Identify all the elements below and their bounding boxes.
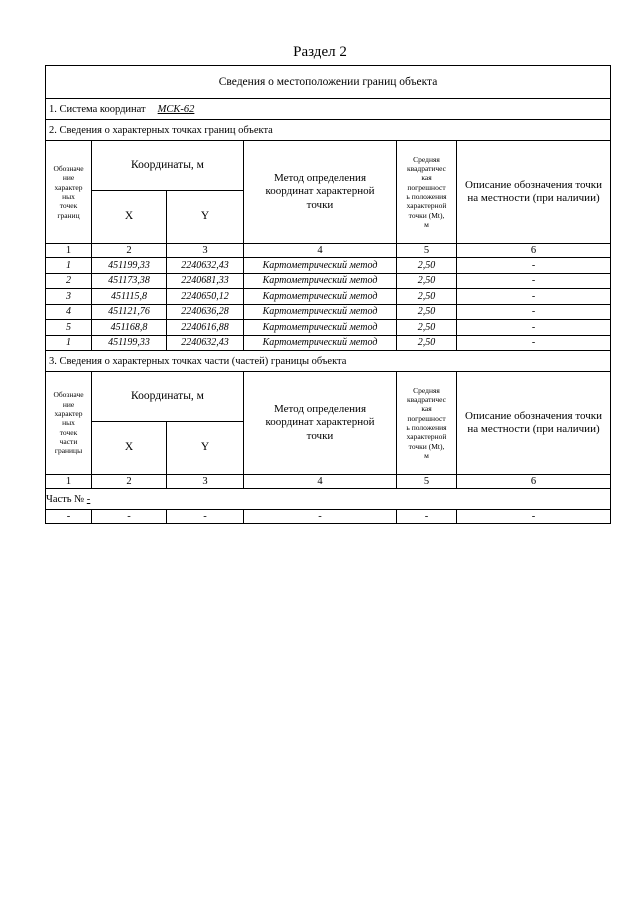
header2-y: Y xyxy=(167,422,244,475)
point-x: 451168,8 xyxy=(92,320,167,336)
section3-title: 3. Сведения о характерных точках части (частей) границы объекта xyxy=(46,351,611,372)
column-numbers-row-2 xyxy=(46,475,611,489)
col-number: 4 xyxy=(244,475,397,489)
empty-cell: - xyxy=(244,510,397,524)
point-method: Картометрический метод xyxy=(244,289,397,305)
col-number: 3 xyxy=(167,475,244,489)
empty-cell: - xyxy=(167,510,244,524)
point-mt: 2,50 xyxy=(397,304,457,320)
header2-error: Средняя квадратичес кая погрешност ь положения характерной точки (Mt), м xyxy=(397,372,457,475)
section-title: Раздел 2 xyxy=(293,44,347,60)
point-method: Картометрический метод xyxy=(244,258,397,274)
point-x: 451173,38 xyxy=(92,273,167,289)
coord-system-row xyxy=(46,99,611,120)
col-number: 4 xyxy=(244,244,397,258)
point-y: 2240650,12 xyxy=(167,289,244,305)
point-mt: 2,50 xyxy=(397,335,457,351)
col-number: 6 xyxy=(457,244,611,258)
empty-cell: - xyxy=(397,510,457,524)
point-method: Картометрический метод xyxy=(244,335,397,351)
header-error: Средняя квадратичес кая погрешност ь положения характерной точки (Mt), м xyxy=(397,141,457,244)
header2-x: X xyxy=(92,422,167,475)
empty-cell: - xyxy=(92,510,167,524)
point-method: Картометрический метод xyxy=(244,304,397,320)
point-y: 2240632,43 xyxy=(167,258,244,274)
col-number: 1 xyxy=(46,244,92,258)
point-desc: - xyxy=(457,320,611,336)
point-method: Картометрический метод xyxy=(244,273,397,289)
table-row xyxy=(46,289,611,305)
part-row xyxy=(46,489,611,510)
point-y: 2240616,88 xyxy=(167,320,244,336)
part-number: - xyxy=(86,493,91,505)
point-mt: 2,50 xyxy=(397,289,457,305)
point-number: 5 xyxy=(46,320,92,336)
point-mt: 2,50 xyxy=(397,258,457,274)
col-number: 2 xyxy=(92,475,167,489)
col-number: 5 xyxy=(397,244,457,258)
column-numbers-row xyxy=(46,244,611,258)
point-number: 3 xyxy=(46,289,92,305)
col-number: 3 xyxy=(167,244,244,258)
table-row xyxy=(46,320,611,336)
point-desc: - xyxy=(457,258,611,274)
header-method: Метод определения координат характерной точки xyxy=(244,141,397,244)
point-y: 2240681,33 xyxy=(167,273,244,289)
point-number: 1 xyxy=(46,335,92,351)
point-desc: - xyxy=(457,273,611,289)
header2-coords: Координаты, м xyxy=(92,372,244,422)
point-number: 4 xyxy=(46,304,92,320)
header2-method: Метод определения координат характерной точки xyxy=(244,372,397,475)
table-row xyxy=(46,304,611,320)
point-x: 451199,33 xyxy=(92,335,167,351)
point-number: 2 xyxy=(46,273,92,289)
point-desc: - xyxy=(457,289,611,305)
point-mt: 2,50 xyxy=(397,273,457,289)
part-label: Часть № xyxy=(46,493,85,505)
coord-system-value: МСК-62 xyxy=(157,103,195,115)
header2-designation: Обозначе ние характер ных точек части границы xyxy=(46,372,92,475)
empty-cell: - xyxy=(46,510,92,524)
col-number: 2 xyxy=(92,244,167,258)
coord-system-label: 1. Система координат xyxy=(49,103,146,115)
point-x: 451199,33 xyxy=(92,258,167,274)
header-y: Y xyxy=(167,191,244,244)
empty-cell: - xyxy=(457,510,611,524)
col-number: 6 xyxy=(457,475,611,489)
point-x: 451121,76 xyxy=(92,304,167,320)
point-y: 2240636,28 xyxy=(167,304,244,320)
point-method: Картометрический метод xyxy=(244,320,397,336)
point-y: 2240632,43 xyxy=(167,335,244,351)
point-x: 451115,8 xyxy=(92,289,167,305)
point-number: 1 xyxy=(46,258,92,274)
point-mt: 2,50 xyxy=(397,320,457,336)
col-number: 1 xyxy=(46,475,92,489)
table-row xyxy=(46,258,611,274)
header-x: X xyxy=(92,191,167,244)
header-description: Описание обозначения точки на местности (при наличии) xyxy=(457,141,611,244)
table-title: Сведения о местоположении границ объекта xyxy=(46,66,611,99)
section2-title: 2. Сведения о характерных точках границ объекта xyxy=(46,120,611,141)
table-row xyxy=(46,273,611,289)
col-number: 5 xyxy=(397,475,457,489)
point-desc: - xyxy=(457,335,611,351)
header-coords: Координаты, м xyxy=(92,141,244,191)
boundary-table xyxy=(45,65,611,524)
point-desc: - xyxy=(457,304,611,320)
header-designation: Обозначе ние характер ных точек границ xyxy=(46,141,92,244)
header2-description: Описание обозначения точки на местности (при наличии) xyxy=(457,372,611,475)
table-row xyxy=(46,335,611,351)
table-row xyxy=(46,510,611,524)
